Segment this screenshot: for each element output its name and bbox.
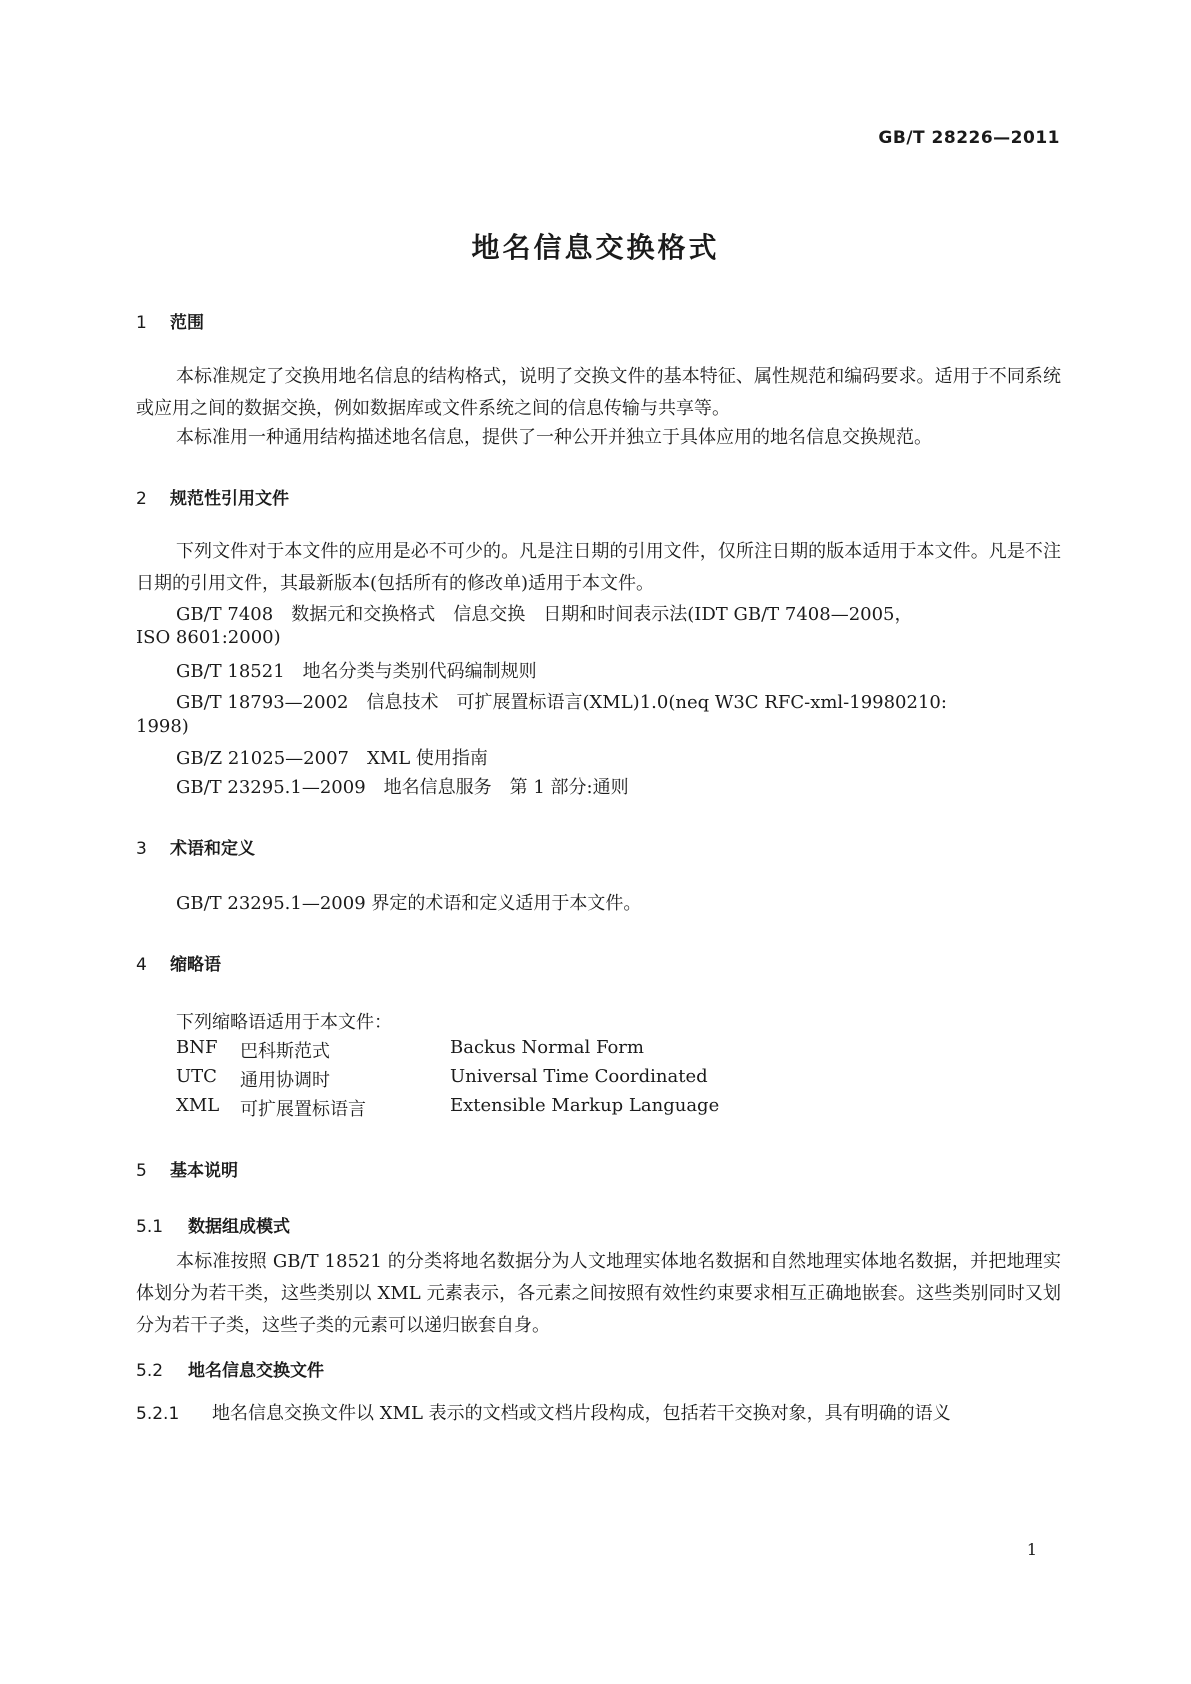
clause-5-2-1 (136, 1399, 951, 1425)
abbreviation: UTC (176, 1066, 217, 1087)
section-5-1-paragraph: 本标准按照 GB/T 18521 的分类将地名数据分为人文地理实体地名数据和自然地理实体地名数据，并把地理实体划分为若干类，这些类别以 XML 元素表示，各元素之间按照有效性约束要求相互正确地嵌套。这些类别同时又划分为若干子类，这些子类的元素可以递归嵌套自身。 (136, 1251, 1061, 1336)
section-number: 5.1 (136, 1217, 164, 1237)
section-3-paragraph-1: GB/T 23295.1—2009 界定的术语和定义适用于本文件。 (176, 893, 642, 914)
abbreviations-intro: 下列缩略语适用于本文件： (176, 1012, 392, 1033)
section-number: 2 (136, 489, 147, 509)
document-title: 地名信息交换格式 (471, 231, 720, 264)
section-title: 范围 (170, 313, 204, 333)
section-title: 基本说明 (170, 1161, 238, 1181)
clause-text: 地名信息交换文件以 XML 表示的文档或文档片段构成，包括若干交换对象，具有明确的语义 (212, 1403, 951, 1424)
section-5-heading (136, 1156, 238, 1181)
section-1-paragraph-2: 本标准用一种通用结构描述地名信息，提供了一种公开并独立于具体应用的地名信息交换规范。 (176, 427, 932, 448)
section-2-heading (136, 484, 289, 509)
section-1-paragraph-1: 本标准规定了交换用地名信息的结构格式，说明了交换文件的基本特征、属性规范和编码要求。适用于不同系统或应用之间的数据交换，例如数据库或文件系统之间的信息传输与共享等。 (136, 366, 1061, 419)
reference-gbt-18793-continued: 1998) (136, 716, 189, 737)
section-number: 5.2 (136, 1361, 164, 1381)
clause-number: 5.2.1 (136, 1404, 180, 1424)
abbreviation-english: Universal Time Coordinated (450, 1066, 708, 1087)
abbreviation: XML (176, 1095, 220, 1116)
reference-gbz-21025: GB/Z 21025—2007 XML 使用指南 (176, 748, 488, 769)
section-title: 地名信息交换文件 (188, 1361, 324, 1381)
abbreviation-english: Extensible Markup Language (450, 1095, 720, 1116)
reference-gbt-23295: GB/T 23295.1—2009 地名信息服务 第 1 部分:通则 (176, 777, 629, 798)
section-5-1-heading (136, 1212, 290, 1237)
section-number: 5 (136, 1161, 147, 1181)
section-1-heading (136, 308, 204, 333)
reference-gbt-7408-continued: ISO 8601:2000) (136, 627, 281, 648)
section-3-heading (136, 834, 255, 859)
reference-gbt-18793: GB/T 18793—2002 信息技术 可扩展置标语言(XML)1.0(neq W3C RFC-xml-19980210: (176, 692, 947, 713)
section-title: 规范性引用文件 (170, 489, 289, 509)
section-title: 缩略语 (170, 955, 221, 975)
abbreviation-english: Backus Normal Form (450, 1037, 644, 1058)
standard-code: GB/T 28226—2011 (878, 128, 1060, 148)
section-title: 术语和定义 (170, 839, 255, 859)
section-number: 3 (136, 839, 147, 859)
section-number: 4 (136, 955, 147, 975)
section-2-paragraph-1: 下列文件对于本文件的应用是必不可少的。凡是注日期的引用文件，仅所注日期的版本适用于本文件。凡是不注日期的引用文件，其最新版本(包括所有的修改单)适用于本文件。 (136, 541, 1061, 594)
abbreviation: BNF (176, 1037, 218, 1058)
section-4-heading (136, 950, 221, 975)
abbreviation-chinese: 巴科斯范式 (240, 1041, 330, 1062)
section-number: 1 (136, 313, 147, 333)
page-number: 1 (1026, 1540, 1037, 1559)
section-title: 数据组成模式 (188, 1217, 290, 1237)
reference-gbt-18521: GB/T 18521 地名分类与类别代码编制规则 (176, 661, 537, 682)
abbreviation-chinese: 通用协调时 (240, 1070, 330, 1091)
abbreviation-chinese: 可扩展置标语言 (240, 1099, 366, 1120)
reference-gbt-7408: GB/T 7408 数据元和交换格式 信息交换 日期和时间表示法(IDT GB/T 7408—2005， (176, 604, 913, 625)
section-5-2-heading (136, 1356, 324, 1381)
